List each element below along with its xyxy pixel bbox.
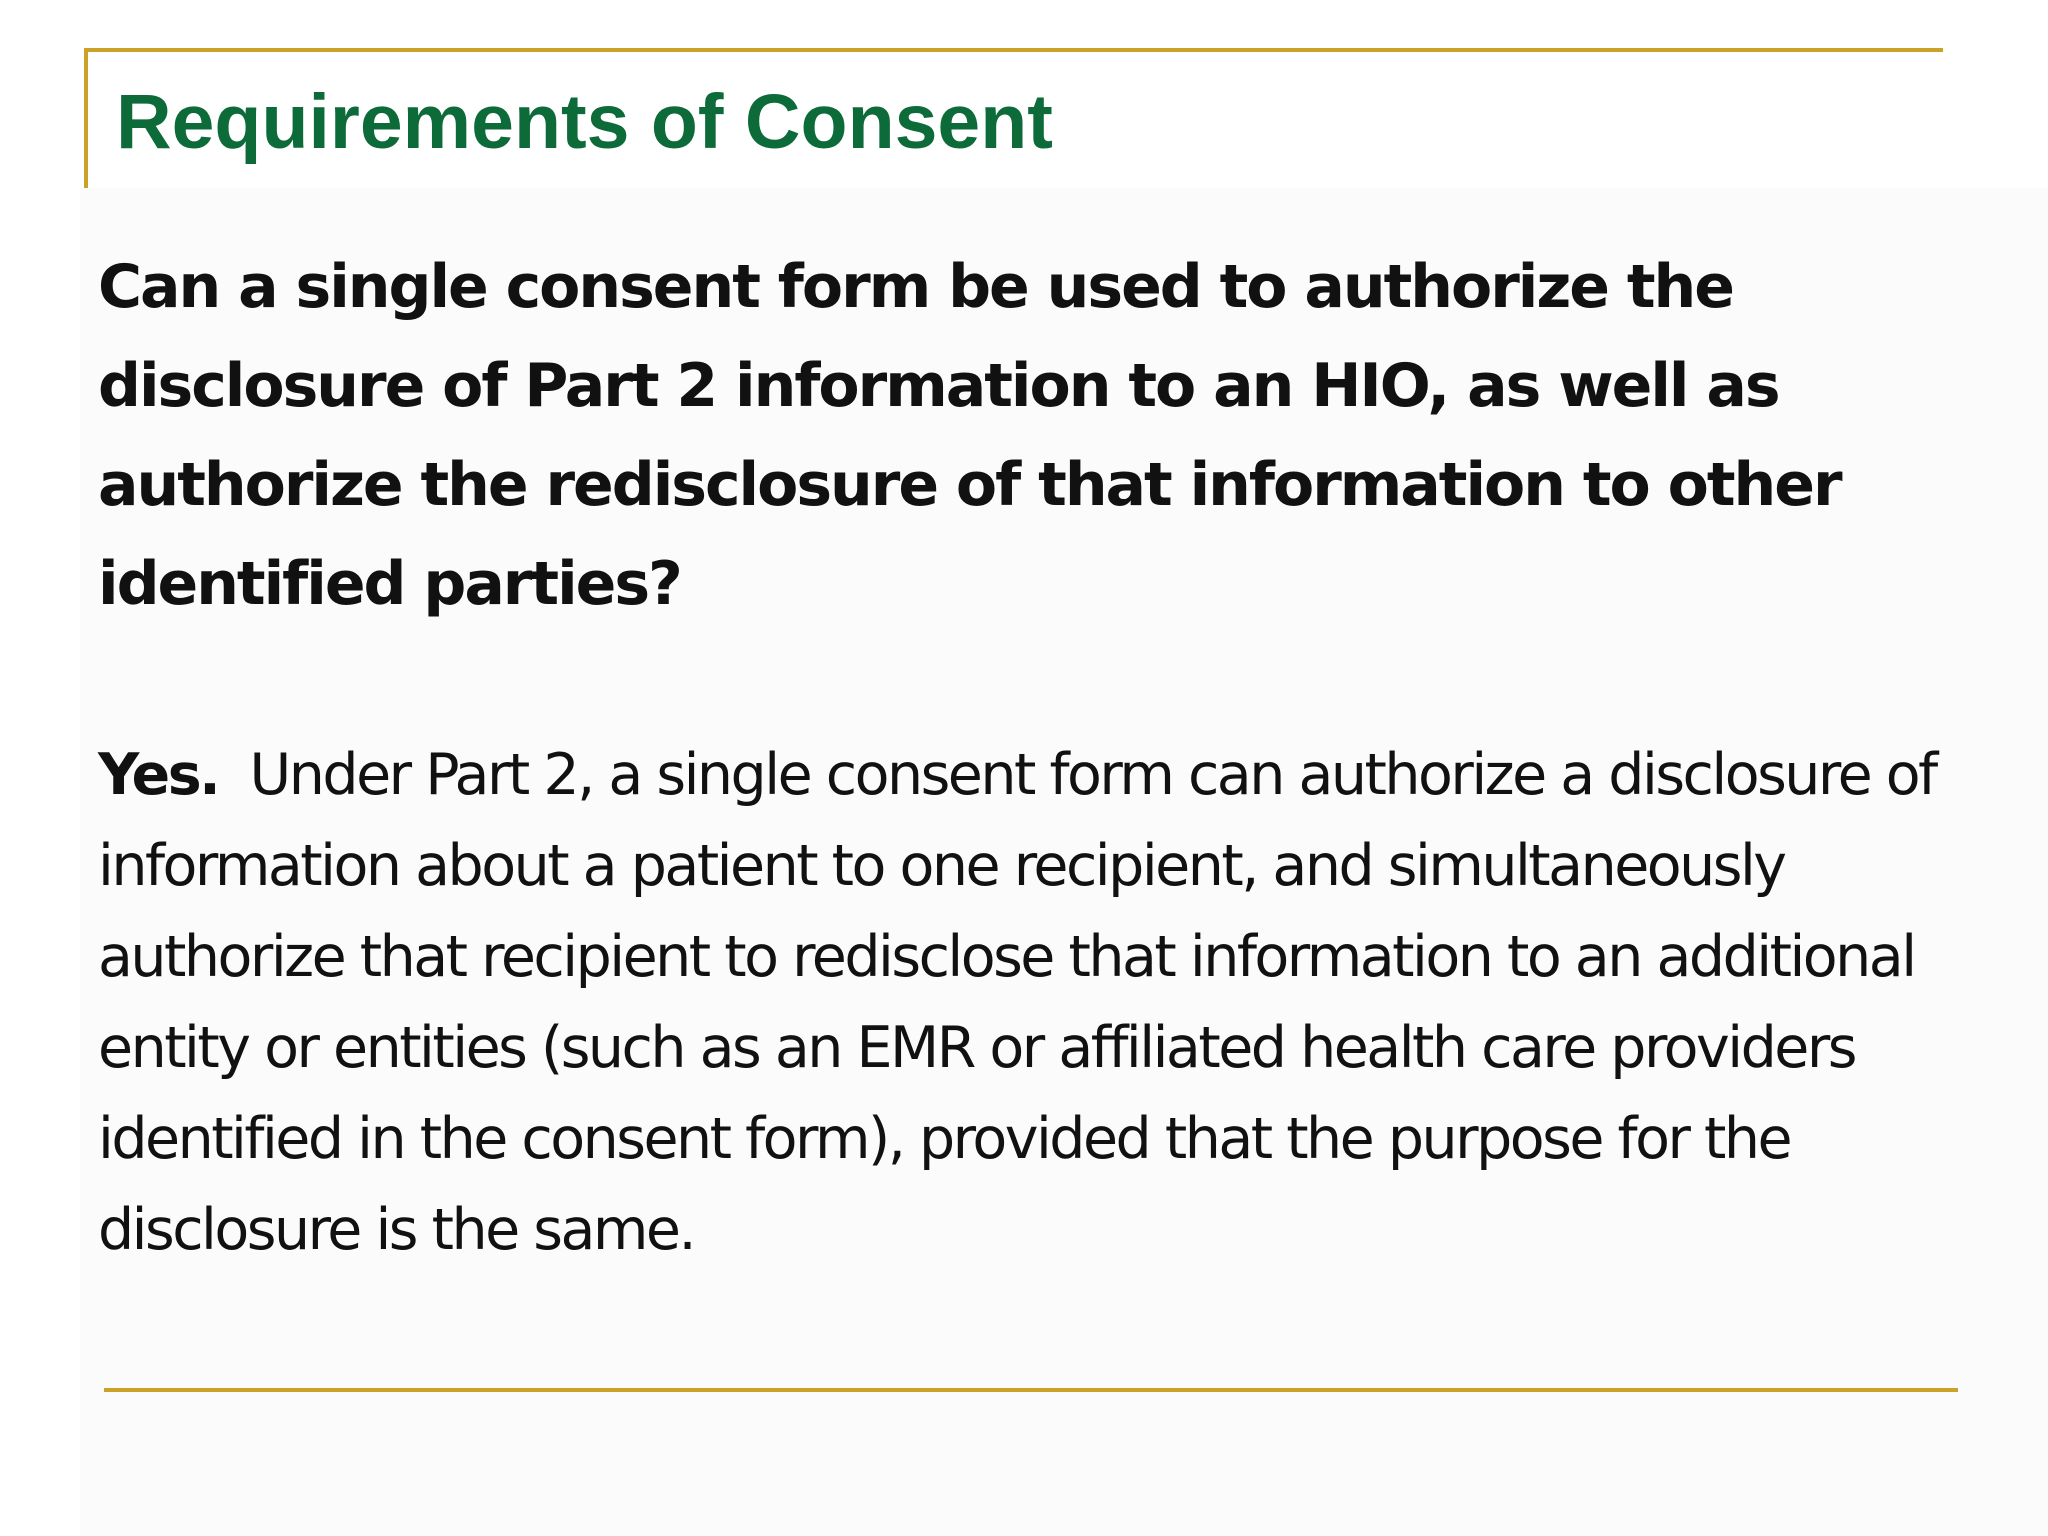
question-text: Can a single consent form be used to authorize the disclosure of Part 2 information to an HIO, as well as authorize the redisclosure of that information to other identified parties? (98, 252, 1841, 619)
answer-body: Under Part 2, a single consent form can authorize a disclosure of information about a patient to one recipient, and simultaneously authorize that recipient to redisclose that information to an additional entity or entities (such as an EMR or affiliated health care providers identified in the consent form), provided that the purpose for the disclosure is the same. (98, 742, 1936, 1263)
title-top-rule (84, 48, 1943, 52)
answer-paragraph (98, 730, 2018, 1276)
answer-lead: Yes. (98, 742, 219, 808)
bottom-rule (104, 1388, 1958, 1392)
slide-title: Requirements of Consent (116, 79, 1053, 165)
title-left-rule (84, 48, 88, 188)
